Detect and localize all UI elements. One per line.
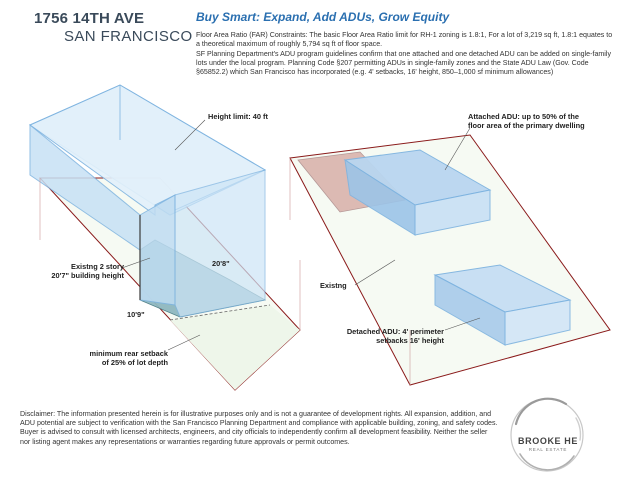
rear-setback-area (170, 305, 300, 390)
dimension-right-label: 20'8" (212, 259, 230, 268)
existing-right-label: Existng (320, 281, 347, 290)
detached-adu-label-line2: setbacks 16' height (376, 336, 444, 345)
far-paragraph: Floor Area Ratio (FAR) Constraints: The basic Floor Area Ratio limit for RH-1 zoning is 1.8:1, For a lot of 3,219 sq ft, 1.8:1 equates to a theoretical maximum of roughly 5,794 sq ft of floor space. (196, 31, 613, 49)
envelope-right (175, 170, 265, 317)
right-massing-diagram (290, 128, 610, 385)
attached-adu-label-line2: floor area of the primary dwelling (468, 121, 585, 130)
rear-setback-label-line1: minimum rear setback (89, 349, 168, 358)
brooke-he-logo (506, 394, 588, 476)
existing-building-label (34, 262, 124, 280)
envelope-front (140, 195, 175, 305)
existing-building-label-line1: Existng 2 story (71, 262, 124, 271)
height-limit-label: Height limit: 40 ft (208, 112, 268, 121)
detached-adu-label (340, 327, 444, 345)
logo-name: BROOKE HE (518, 436, 578, 446)
logo-subtitle: REAL ESTATE (528, 447, 568, 452)
left-massing-diagram (30, 85, 300, 390)
existing-building-label-line2: 20'7" building height (51, 271, 124, 280)
dimension-left-label: 10'9" (127, 310, 145, 319)
property-address: 1756 14TH AVE (34, 10, 145, 27)
disclaimer-text: Disclaimer: The information presented herein is for illustrative purposes only and is not a guarantee of development rights. All expansion, addition, and ADU potential are subject to verification with the San Francisco Planning Department and compliance with applicable building, zoning, and safety codes. Buyer is advised to consult with licensed architects, engineers, and city officials to independently confirm all development feasibility. Neither the seller nor listing agent makes any representations or warranties regarding future approvals or permit outcomes. (20, 410, 498, 446)
attached-adu-label-line1: Attached ADU: up to 50% of the (468, 112, 579, 121)
headline: Buy Smart: Expand, Add ADUs, Grow Equity (196, 10, 450, 24)
adu-paragraph: SF Planning Department's ADU program guidelines confirm that one attached and one detached ADU can be added on single-family lots under the local program. Planning Code §207 permitting ADUs in single-family zones and the State ADU Law (Gov. Code §65852.2) which San Francisco has incorporated (e.g. 4' setbacks, 16' height, 850–1,000 sf minimum allowances) (196, 49, 612, 77)
detached-adu-label-line1: Detached ADU: 4' perimeter (346, 327, 444, 336)
property-city: SAN FRANCISCO (64, 28, 193, 45)
attached-adu-label (468, 112, 585, 130)
rear-setback-label (86, 349, 168, 367)
rear-setback-label-line2: of 25% of lot depth (101, 358, 168, 367)
